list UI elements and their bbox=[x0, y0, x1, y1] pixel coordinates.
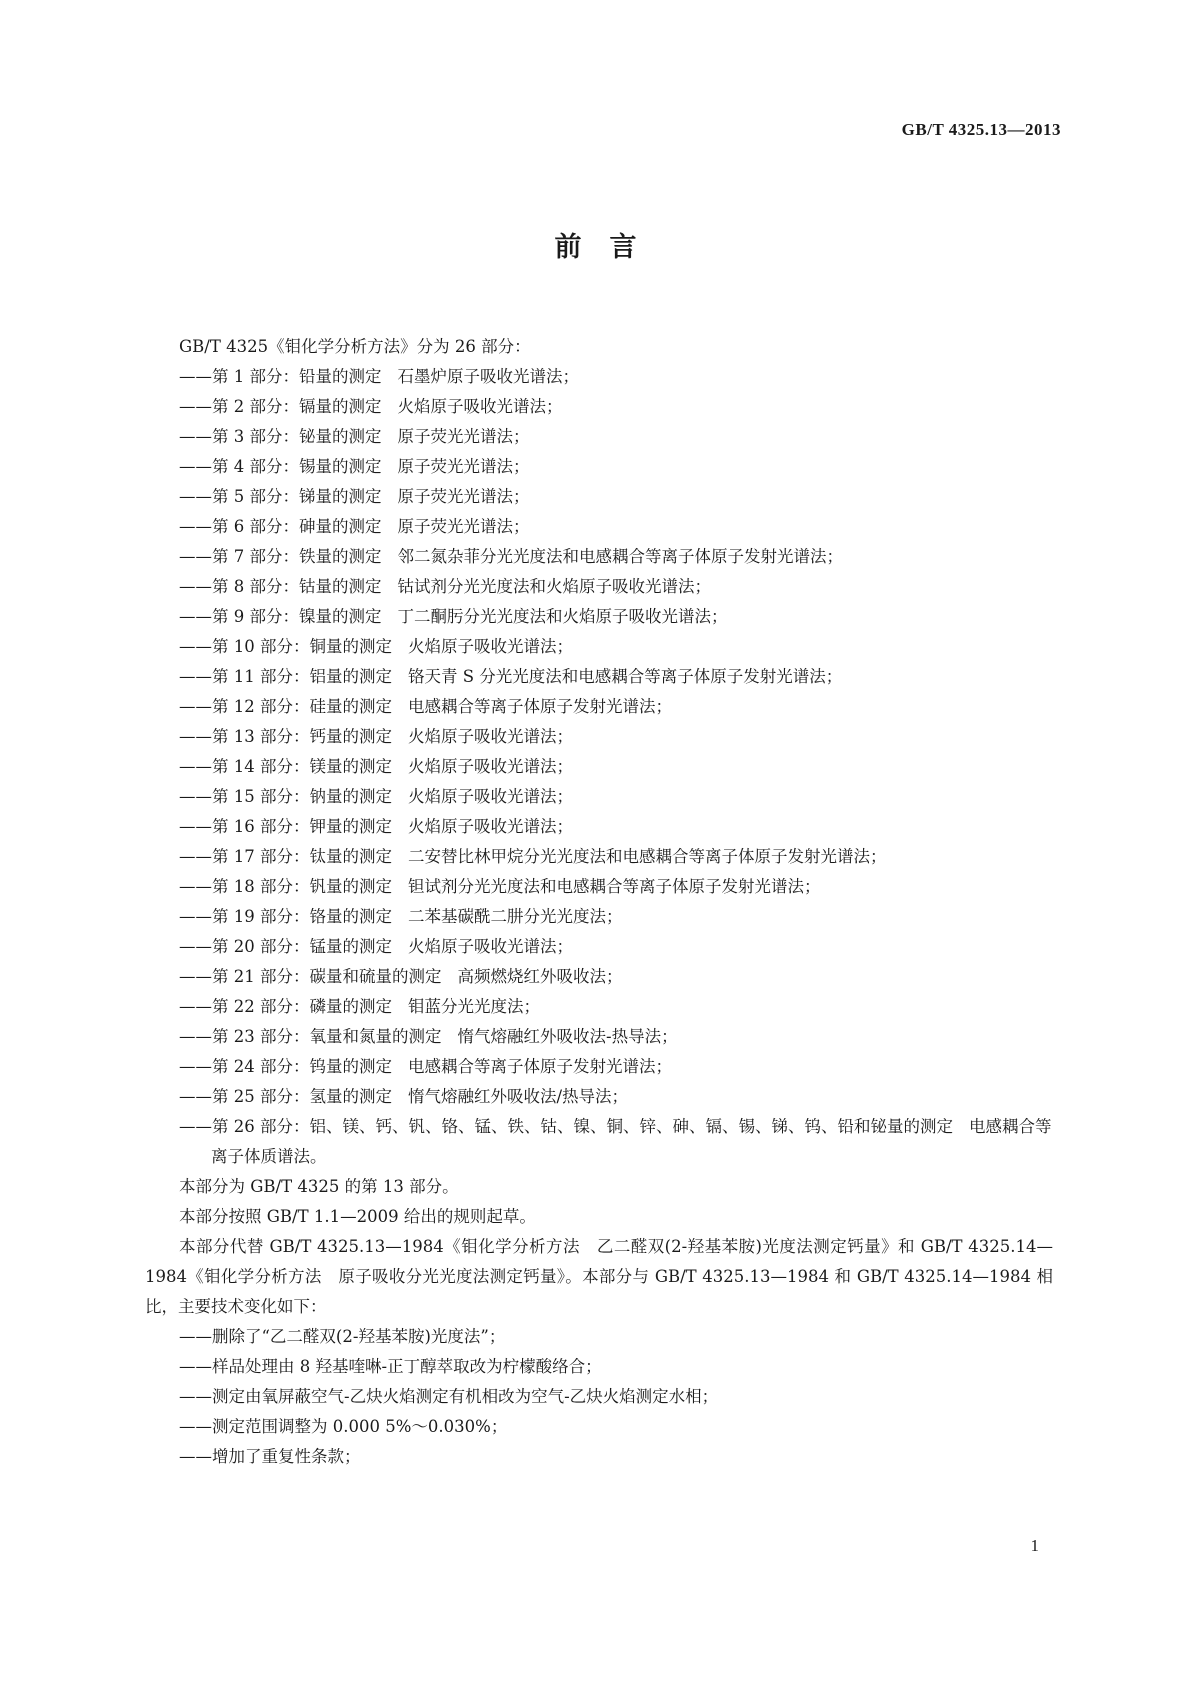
part-label: ——第 24 部分：钨量的测定 bbox=[179, 1057, 392, 1076]
part-item bbox=[145, 1082, 1053, 1112]
changes-list bbox=[145, 1322, 1053, 1472]
part-item bbox=[145, 392, 1053, 422]
part-item bbox=[145, 722, 1053, 752]
replacement-paragraph: 本部分代替 GB/T 4325.13—1984《钼化学分析方法 乙二醛双(2-羟基苯胺)光度法测定钙量》和 GB/T 4325.14—1984《钼化学分析方法 原子吸收分光光度法测定钙量》。本部分与 GB/T 4325.13—1984 和 GB/T 4325.14—1984 相比，主要技术变化如下： bbox=[145, 1237, 1053, 1316]
part-label: ——第 7 部分：铁量的测定 bbox=[179, 547, 382, 566]
drafting-rule: 本部分按照 GB/T 1.1—2009 给出的规则起草。 bbox=[179, 1207, 536, 1226]
part-method: 火焰原子吸收光谱法； bbox=[397, 397, 563, 416]
part-method: 火焰原子吸收光谱法； bbox=[408, 787, 573, 806]
part-method: 丁二酮肟分光光度法和火焰原子吸收光谱法； bbox=[397, 607, 728, 626]
part-label: ——第 22 部分：磷量的测定 bbox=[179, 997, 392, 1016]
part-item bbox=[145, 572, 1053, 602]
part-label: ——第 23 部分：氧量和氮量的测定 bbox=[179, 1027, 442, 1046]
part-item bbox=[145, 662, 1053, 692]
part-method: 电感耦合等离子体原子发射光谱法； bbox=[408, 1057, 672, 1076]
part-item bbox=[145, 872, 1053, 902]
part-method: 原子荧光光谱法； bbox=[397, 427, 530, 446]
part-method: 铬天青 S 分光光度法和电感耦合等离子体原子发射光谱法； bbox=[408, 667, 843, 686]
part-label: ——第 25 部分：氢量的测定 bbox=[179, 1087, 392, 1106]
part-label: ——第 18 部分：钒量的测定 bbox=[179, 877, 392, 896]
part-item bbox=[145, 422, 1053, 452]
part-method: 二安替比林甲烷分光光度法和电感耦合等离子体原子发射光谱法； bbox=[408, 847, 887, 866]
document-body bbox=[145, 332, 1053, 1472]
part-item bbox=[145, 962, 1053, 992]
part-label: ——第 1 部分：铅量的测定 bbox=[179, 367, 382, 386]
part-item bbox=[145, 602, 1053, 632]
part-method: 原子荧光光谱法； bbox=[397, 517, 530, 536]
part-item bbox=[145, 812, 1053, 842]
part-item bbox=[145, 632, 1053, 662]
part-item bbox=[145, 1052, 1053, 1082]
part-label: ——第 5 部分：锑量的测定 bbox=[179, 487, 382, 506]
part-method: 石墨炉原子吸收光谱法； bbox=[397, 367, 579, 386]
part-method: 火焰原子吸收光谱法； bbox=[408, 727, 573, 746]
part-item bbox=[145, 992, 1053, 1022]
page-number: 1 bbox=[1030, 1536, 1039, 1555]
part-item bbox=[145, 1022, 1053, 1052]
part-item bbox=[145, 512, 1053, 542]
part-method: 二苯基碳酰二肼分光光度法； bbox=[408, 907, 623, 926]
part-item bbox=[145, 842, 1053, 872]
part-item bbox=[145, 452, 1053, 482]
part-item bbox=[145, 362, 1053, 392]
part-item bbox=[145, 1112, 1053, 1172]
part-label: ——第 3 部分：铋量的测定 bbox=[179, 427, 382, 446]
part-method: 惰气熔融红外吸收法/热导法； bbox=[408, 1087, 629, 1106]
part-label: ——第 17 部分：钛量的测定 bbox=[179, 847, 392, 866]
part-method: 电感耦合等离子体质谱法。 bbox=[211, 1117, 1052, 1166]
part-method: 钽试剂分光光度法和电感耦合等离子体原子发射光谱法； bbox=[408, 877, 821, 896]
part-label: ——第 14 部分：镁量的测定 bbox=[179, 757, 392, 776]
part-method: 火焰原子吸收光谱法； bbox=[408, 817, 573, 836]
part-item bbox=[145, 542, 1053, 572]
part-method: 火焰原子吸收光谱法； bbox=[408, 937, 573, 956]
part-label: ——第 21 部分：碳量和硫量的测定 bbox=[179, 967, 442, 986]
part-method: 原子荧光光谱法； bbox=[397, 457, 530, 476]
part-method: 火焰原子吸收光谱法； bbox=[408, 637, 573, 656]
part-label: ——第 10 部分：铜量的测定 bbox=[179, 637, 392, 656]
part-method: 原子荧光光谱法； bbox=[397, 487, 530, 506]
part-label: ——第 9 部分：镍量的测定 bbox=[179, 607, 382, 626]
page-title: 前言 bbox=[554, 232, 665, 263]
standard-number: GB/T 4325.13—2013 bbox=[901, 120, 1061, 139]
part-method: 火焰原子吸收光谱法； bbox=[408, 757, 573, 776]
part-item bbox=[145, 782, 1053, 812]
part-statement: 本部分为 GB/T 4325 的第 13 部分。 bbox=[179, 1177, 459, 1196]
part-item bbox=[145, 692, 1053, 722]
part-label: ——第 15 部分：钠量的测定 bbox=[179, 787, 392, 806]
part-label: ——第 11 部分：铝量的测定 bbox=[179, 667, 392, 686]
change-item: ——删除了“乙二醛双(2-羟基苯胺)光度法”； bbox=[179, 1327, 506, 1346]
part-item bbox=[145, 932, 1053, 962]
part-label: ——第 16 部分：钾量的测定 bbox=[179, 817, 392, 836]
part-method: 惰气熔融红外吸收法-热导法； bbox=[457, 1027, 678, 1046]
part-method: 邻二氮杂菲分光光度法和电感耦合等离子体原子发射光谱法； bbox=[397, 547, 843, 566]
change-item: ——测定由氧屏蔽空气-乙炔火焰测定有机相改为空气-乙炔火焰测定水相； bbox=[179, 1387, 719, 1406]
part-label: ——第 13 部分：钙量的测定 bbox=[179, 727, 392, 746]
change-item: ——增加了重复性条款； bbox=[179, 1447, 361, 1466]
part-method: 电感耦合等离子体原子发射光谱法； bbox=[408, 697, 672, 716]
part-label: ——第 26 部分：铝、镁、钙、钒、铬、锰、铁、钴、镍、铜、锌、砷、镉、锡、锑、钨、铅和铋量的测定 bbox=[179, 1117, 953, 1136]
part-label: ——第 4 部分：锡量的测定 bbox=[179, 457, 382, 476]
part-method: 钼蓝分光光度法； bbox=[408, 997, 540, 1016]
part-label: ——第 6 部分：砷量的测定 bbox=[179, 517, 382, 536]
change-item: ——样品处理由 8 羟基喹啉-正丁醇萃取改为柠檬酸络合； bbox=[179, 1357, 602, 1376]
part-label: ——第 2 部分：镉量的测定 bbox=[179, 397, 382, 416]
change-item: ——测定范围调整为 0.000 5%～0.030%； bbox=[179, 1417, 508, 1436]
part-item bbox=[145, 482, 1053, 512]
part-label: ——第 8 部分：钴量的测定 bbox=[179, 577, 382, 596]
part-item bbox=[145, 902, 1053, 932]
parts-list bbox=[145, 362, 1053, 1172]
part-label: ——第 19 部分：铬量的测定 bbox=[179, 907, 392, 926]
part-item bbox=[145, 752, 1053, 782]
part-method: 高频燃烧红外吸收法； bbox=[457, 967, 623, 986]
intro-paragraph: GB/T 4325《钼化学分析方法》分为 26 部分： bbox=[179, 337, 531, 356]
part-label: ——第 20 部分：锰量的测定 bbox=[179, 937, 392, 956]
part-label: ——第 12 部分：硅量的测定 bbox=[179, 697, 392, 716]
part-method: 钴试剂分光光度法和火焰原子吸收光谱法； bbox=[397, 577, 711, 596]
